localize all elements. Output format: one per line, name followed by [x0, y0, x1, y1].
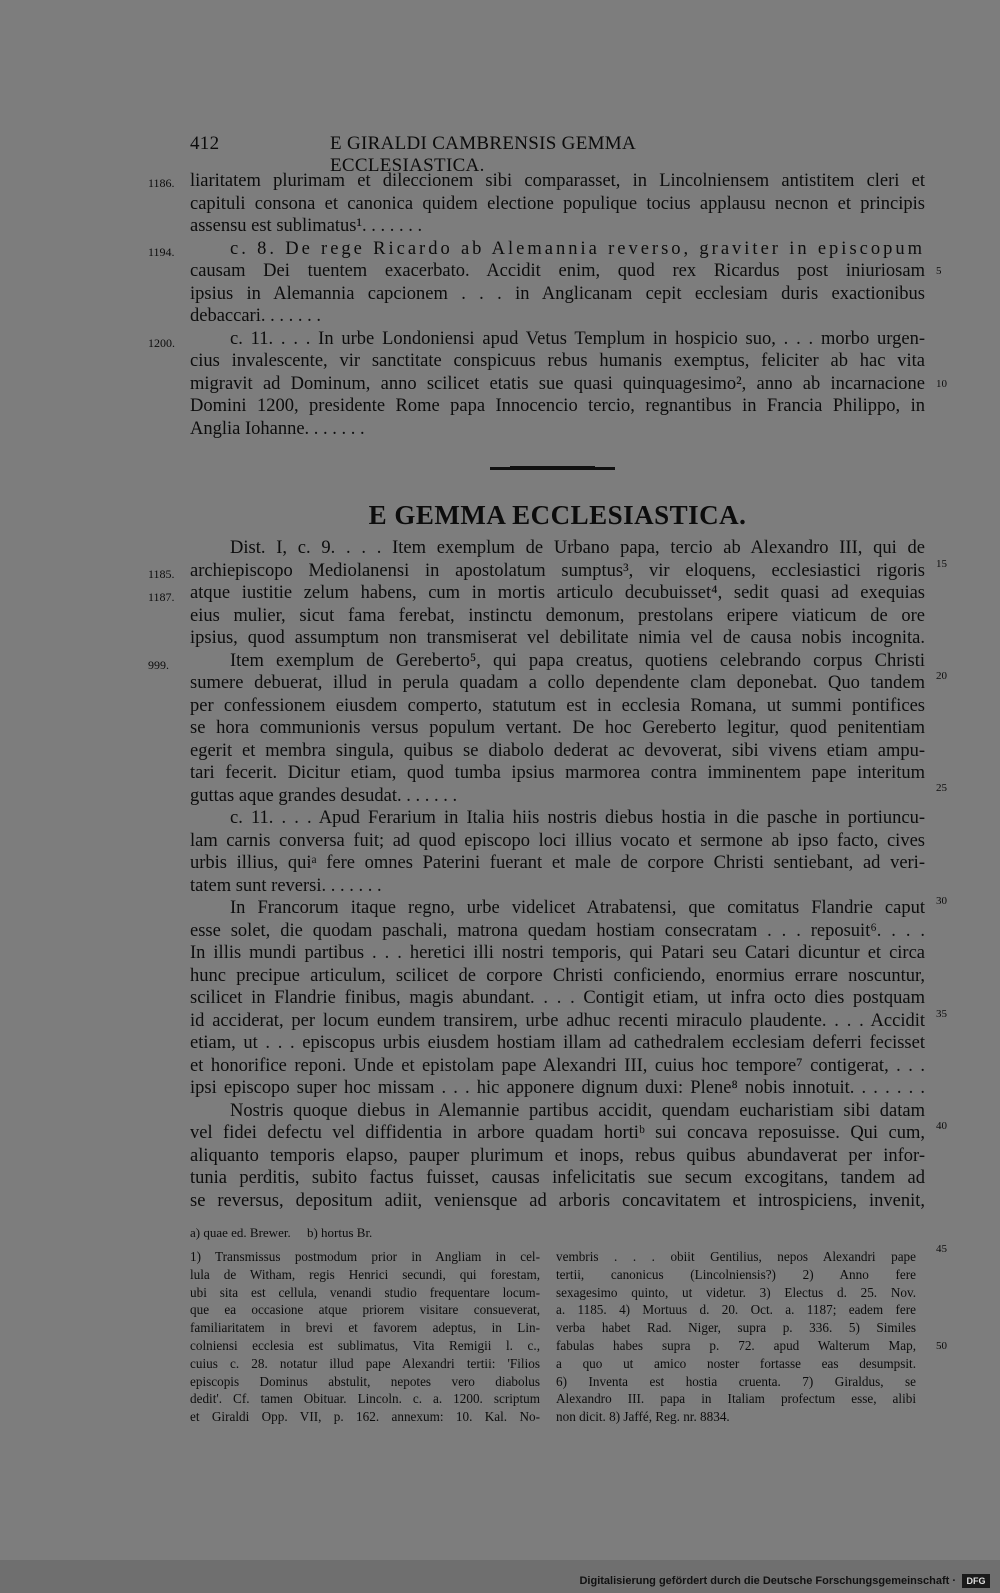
footnote-line: et Giraldi Opp. VII, p. 162. annexum: 10. Kal. No-	[190, 1409, 540, 1425]
text-line: etiam, ut . . . episcopus urbis eiusdem hostiam illam ad cathedralem ecclesiam deferri fecisset	[190, 1033, 925, 1053]
line-number: 20	[936, 670, 947, 682]
text-line: c. 8. De rege Ricardo ab Alemannia reverso, graviter in episcopum	[230, 238, 925, 259]
text-line: cius invalescente, vir sanctitate conspicuus rebus humanis exemptus, feliciter ab hac vita	[190, 351, 925, 371]
line-number: 40	[936, 1120, 947, 1132]
margin-year: 999.	[148, 658, 169, 672]
footnote-line: tertii, canonicus (Lincolniensis?) 2) Anno fere	[556, 1266, 916, 1282]
text-line: esse solet, die quodam paschali, matrona quedam hostiam consecratam . . . reposuit⁶. . . .	[190, 920, 925, 941]
text-line: eius mulier, sicut fama ferebat, instinctu demonum, prestolans eripere viaticum de ore	[190, 605, 925, 626]
footnote-line: colniensi ecclesia est sublimatus, Vita Remigii l. c.,	[190, 1337, 540, 1353]
line-number: 15	[936, 558, 947, 570]
footnote-line: familiaritatem in brevi et favorem adeptus, in Lin-	[190, 1320, 540, 1336]
text-line: se hora communionis versus populum vertant. De hoc Gereberto legitur, quod penitentiam	[190, 718, 925, 738]
line-number: 25	[936, 782, 947, 794]
text-line: vel fidei defectu vel diffidentia in arbore quadam hortiᵇ sui concava reposuisse. Qui cum,	[190, 1123, 925, 1143]
footnote-line: non dicit. 8) Jaffé, Reg. nr. 8834.	[556, 1409, 730, 1425]
section-title: E GEMMA ECCLESIASTICA.	[368, 500, 747, 530]
main-text-block	[190, 537, 925, 1212]
line-number: 5	[936, 265, 942, 277]
funding-credit: Digitalisierung gefördert durch die Deutsche Forschungsgemeinschaft ·	[579, 1575, 956, 1587]
text-line: aliquanto temporis elapso, pauper plurimum et inops, rebus quibus abundaverat per infor-	[190, 1145, 925, 1166]
text-line: In illis mundi partibus . . . heretici illi nostri temporis, qui Patari seu Catari dicuntur et circa	[190, 943, 925, 963]
text-line: tunia perditis, subito factus fuisset, causas infelicitatis sue secum excogitans, tandem ad	[190, 1168, 925, 1188]
text-line: Item exemplum de Gereberto⁵, qui papa creatus, quotiens celebrando corpus Christi	[230, 650, 925, 671]
footnote-line: ubi sita est cellula, venandi studio frequentare locum-	[190, 1284, 540, 1300]
footnote-line: dedit'. Cf. tamen Obituar. Lincoln. c. a. 1200. scriptum	[190, 1391, 540, 1407]
page-number: 412	[190, 133, 220, 154]
running-title: E GIRALDI CAMBRENSIS GEMMA ECCLESIASTICA.	[330, 133, 635, 176]
margin-year: 1185.	[148, 567, 175, 581]
text-line: assensu est sublimatus¹. . . . . . .	[190, 216, 423, 236]
text-line: egerit et membra singula, quibus se diabolo dederat ac devoverat, sibi vivens etiam ampu-	[190, 740, 925, 761]
text-line: tari fecerit. Dicitur etiam, quod tumba ipsius marmorea contra imminentem pape interitum	[190, 763, 925, 783]
text-line: sumere debuerat, illud in perula quadam a collo dependente clam deponebat. Quo tandem	[190, 673, 925, 693]
text-line: Nostris quoque diebus in Alemannie partibus accidit, quendam eucharistiam sibi datam	[230, 1100, 925, 1121]
text-line: ipsi episcopo super hoc missam . . . hic apponere dignum duxi: Plene⁸ nobis innotuit. . . . . . .	[190, 1078, 925, 1098]
footnote-line: a. 1185. 4) Mortuus d. 20. Oct. a. 1187; eadem fere	[556, 1302, 916, 1318]
text-line: per confessionem eiusdem comperto, statutum est in ecclesia Romana, ut summi pontifices	[190, 695, 925, 716]
text-line: tatem sunt reversi. . . . . . .	[190, 875, 382, 896]
text-line: ipsius, quod assumptum non transmiserat vel debilitate nimia vel de causa nobis incognita.	[190, 628, 925, 648]
margin-year: 1200.	[148, 336, 175, 350]
text-line: Domini 1200, presidente Rome papa Innocencio tercio, regnantibus in Francia Philippo, in	[190, 396, 925, 416]
margin-year: 1186.	[148, 176, 175, 190]
footnote-line: Alexandro III. papa in Italiam profectum esse, alibi	[556, 1391, 916, 1407]
text-line: In Francorum itaque regno, urbe videlicet Atrabatensi, que comitatus Flandrie caput	[230, 898, 925, 918]
text-line: migravit ad Dominum, anno scilicet etatis sue quasi quinquagesimo², anno ab incarnacione	[190, 373, 925, 394]
footnotes-left-column	[190, 1248, 540, 1426]
digitization-footer	[0, 1560, 1000, 1593]
text-line: ipsius in Alemannia capcionem . . . in Anglicanam cepit ecclesiam duris exactionibus	[190, 283, 925, 304]
dfg-logo: DFG	[962, 1574, 990, 1588]
footnote-line: vembris . . . obiit Gentilius, nepos Alexandri pape	[556, 1249, 916, 1264]
text-line: c. 11. . . . In urbe Londoniensi apud Vetus Templum in hospicio suo, . . . morbo urgen-	[230, 328, 925, 349]
text-line: scilicet in Flandrie finibus, magis abundant. . . . Contigit etiam, ut infra octo dies postquam	[190, 988, 925, 1008]
margin-year: 1187.	[148, 590, 175, 604]
footnote-line: que ea occasione atque priorem visitare consueverat,	[190, 1302, 540, 1318]
text-line: lam carnis conversa fuit; ad quod episcopo loci illius vocato et sermone ab ipso facto, cives	[190, 830, 925, 851]
text-line: se reversus, depositum adiit, veniensque ad arboris concavitatem et introspiciens, invenit,	[190, 1190, 925, 1211]
line-number: 50	[936, 1340, 947, 1352]
footnote-line: fabulas habes supra p. 72. apud Walterum Map,	[556, 1337, 916, 1353]
footnote-line: cuius c. 28. notatur illud pape Alexandri tertii: 'Filios	[190, 1355, 540, 1371]
footnote-line: lula de Witham, regis Henrici secundi, qui forestam,	[190, 1266, 540, 1282]
text-line: hunc precipue articulum, scilicet de corpore Christi conficiendo, enormius errare noscuntur,	[190, 965, 925, 986]
text-line: atque iustitie zelum habens, cum in mortis articulo decubuisset⁴, sedit quasi ad exequias	[190, 583, 925, 603]
text-line: c. 11. . . . Apud Ferarium in Italia hiis nostris diebus hostia in die pasche in portiuncu-	[230, 808, 925, 828]
text-line: guttas aque grandes desudat. . . . . . .	[190, 785, 458, 806]
line-number: 35	[936, 1008, 947, 1020]
text-line: capituli consona et canonica quidem electione populique tocius applausu necnon et principis	[190, 193, 925, 214]
text-line: Anglia Iohanne. . . . . . .	[190, 418, 365, 439]
text-line: et honorifice reponi. Unde et epistolam pape Alexandri III, cuius hoc tempore⁷ contigerat, . . .	[190, 1055, 925, 1076]
footnotes-right-column	[556, 1248, 916, 1426]
text-line: archiepiscopo Mediolanensi in apostolatum sumptus³, vir eloquens, ecclesiastici rigoris	[190, 560, 925, 581]
text-line: urbis illius, quiᵃ fere omnes Paterini fuerant et male de corpore Christi sentiebant, ad veri-	[190, 853, 925, 873]
section-divider	[490, 467, 615, 470]
footnote-line: 6) Inventa est hostia cruenta. 7) Giraldus, se	[556, 1373, 916, 1389]
margin-year: 1194.	[148, 245, 175, 259]
line-number: 30	[936, 895, 947, 907]
top-text-block	[190, 170, 925, 440]
footnote-line: 1) Transmissus postmodum prior in Angliam in cel-	[190, 1249, 540, 1264]
text-line: liaritatem plurimam et dileccionem sibi comparasset, in Lincolniensem antistitem cleri et	[190, 171, 925, 191]
text-line: debaccari. . . . . . .	[190, 306, 321, 326]
footnote-line: sexagesimo quinto, ut videtur. 3) Electus d. 25. Nov.	[556, 1284, 916, 1300]
text-line: id acciderat, per locum eundem transirem, urbe adhuc recenti miraculo plaudente. . . . Accidit	[190, 1010, 925, 1031]
line-number: 45	[936, 1243, 947, 1255]
line-number: 10	[936, 378, 947, 390]
text-line: Dist. I, c. 9. . . . Item exemplum de Urbano papa, tercio ab Alexandro III, qui de	[230, 538, 925, 558]
footnote-line: verba habet Rad. Niger, supra p. 336. 5) Similes	[556, 1320, 916, 1336]
textual-notes: a) quae ed. Brewer. b) hortus Br.	[190, 1225, 373, 1240]
footnote-line: episcopis Dominus abstulit, nepotes vero diabolus	[190, 1373, 540, 1389]
footnote-line: a quo ut amico noster fortasse eas desumpsit.	[556, 1355, 916, 1371]
text-line: causam Dei tuentem exacerbato. Accidit enim, quod rex Ricardus post iniuriosam	[190, 261, 925, 281]
